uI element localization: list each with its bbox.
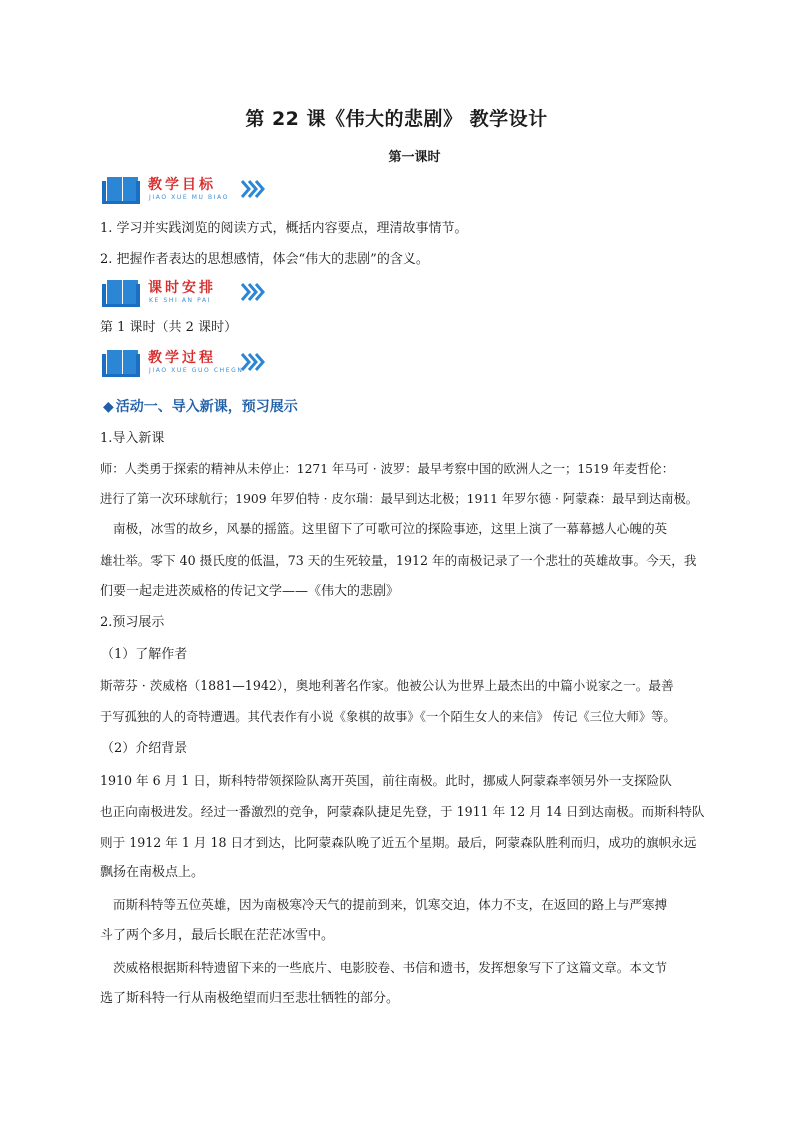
- paragraph-line: 们要一起走进茨威格的传记文学——《伟大的悲剧》: [100, 584, 400, 599]
- paragraph-line: 雄壮举。零下 40 摄氏度的低温，73 天的生死较量，1912 年的南极记录了一个悲壮的英雄故事。今天，我: [100, 553, 697, 568]
- open-book-icon: [100, 175, 142, 205]
- paragraph-line: 则于 1912 年 1 月 18 日才到达，比阿蒙森队晚了近五个星期。最后，阿蒙森队胜利而归，成功的旗帜永远: [100, 835, 697, 850]
- subsection-intro: 1.导入新课: [100, 431, 165, 446]
- activity-heading-text: 活动一、导入新课，预习展示: [115, 399, 298, 415]
- paragraph-line: 师：人类勇于探索的精神从未停止：1271 年马可 · 波罗：最早考察中国的欧洲人之一；1519 年麦哲伦：: [100, 462, 675, 476]
- paragraph-line: 斯蒂芬 · 茨威格（1881—1942），奥地利著名作家。他被公认为世界上最杰出的中篇小说家之一。最善: [100, 678, 674, 693]
- badge-pinyin: JIAO XUE MU BIAO: [149, 194, 230, 201]
- paragraph-line: 进行了第一次环球航行；1909 年罗伯特 · 皮尔瑞：最早到达北极；1911 年罗尔德 · 阿蒙森：最早到达南极。: [100, 492, 699, 506]
- paragraph-line: 而斯科特等五位英雄，因为南极寒冷天气的提前到来，饥寒交迫，体力不支，在返回的路上与严寒搏: [113, 897, 668, 912]
- badge-class-schedule: [100, 276, 280, 312]
- paragraph-line: 斗了两个多月，最后长眠在茫茫冰雪中。: [100, 928, 335, 943]
- paragraph-line: 也正向南极进发。经过一番激烈的竞争，阿蒙森队捷足先登，于 1911 年 12 月 14 日到达南极。而斯科特队: [100, 804, 705, 819]
- subsection-preview: 2.预习展示: [100, 615, 165, 630]
- badge-label: 教学目标: [148, 177, 216, 193]
- badge-label: 教学过程: [148, 350, 216, 366]
- goal-item-1: 1. 学习并实践浏览的阅读方式，概括内容要点，理清故事情节。: [100, 221, 468, 236]
- paragraph-line: 于写孤独的人的奇特遭遇。其代表作有小说《象棋的故事》《一个陌生女人的来信》 传记《三位大师》等。: [100, 710, 676, 724]
- document-subtitle: 第一课时: [388, 150, 441, 165]
- paragraph-line: 1910 年 6 月 1 日，斯科特带领探险队离开英国，前往南极。此时，挪威人阿蒙森率领另外一支探险队: [100, 773, 672, 788]
- open-book-icon: [100, 278, 142, 308]
- chevron-right-icon: [240, 281, 266, 303]
- subsection-background: （2）介绍背景: [101, 741, 188, 756]
- open-book-icon: [100, 348, 142, 378]
- badge-teaching-goals: [100, 173, 280, 209]
- diamond-bullet-icon: ◆: [103, 399, 114, 415]
- schedule-text: 第 1 课时（共 2 课时）: [100, 320, 238, 335]
- chevron-right-icon: [240, 351, 266, 373]
- chevron-right-icon: [240, 178, 266, 200]
- paragraph-line: 选了斯科特一行从南极绝望而归至悲壮牺牲的部分。: [100, 991, 400, 1006]
- badge-teaching-process: [100, 346, 280, 382]
- paragraph-line: 南极，冰雪的故乡，风暴的摇篮。这里留下了可歌可泣的探险事迹，这里上演了一幕幕撼人心魄的英: [113, 521, 668, 536]
- badge-label: 课时安排: [148, 280, 216, 296]
- paragraph-line: 茨威格根据斯科特遗留下来的一些底片、电影胶卷、书信和遗书，发挥想象写下了这篇文章。本文节: [113, 960, 668, 975]
- document-title: 第 22 课《伟大的悲剧》 教学设计: [245, 108, 548, 130]
- goal-item-2: 2. 把握作者表达的思想感情，体会“伟大的悲剧”的含义。: [100, 252, 429, 267]
- badge-pinyin: KE SHI AN PAI: [149, 297, 212, 304]
- paragraph-line: 飘扬在南极点上。: [100, 865, 205, 880]
- activity-heading: [103, 396, 298, 416]
- subsection-author: （1）了解作者: [101, 647, 188, 662]
- badge-pinyin: JIAO XUE GUO CHEGN: [149, 367, 244, 374]
